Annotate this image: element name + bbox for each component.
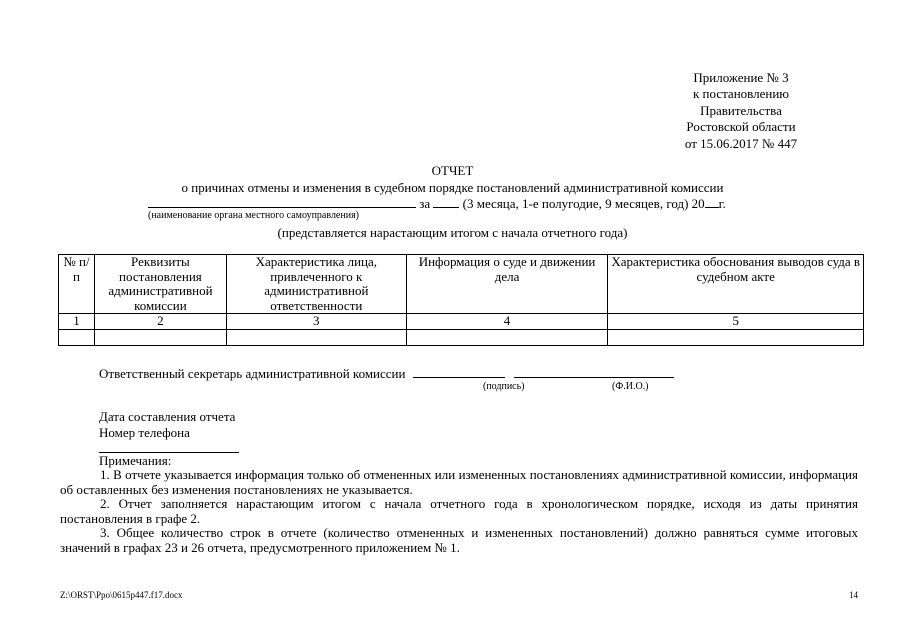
organ-hint: (наименование органа местного самоуправления) [148,210,360,221]
header-cell: Реквизиты постановления административной комиссии [94,255,226,314]
period-text: (3 месяца, 1-е полугодие, 9 месяцев, год) 20 [462,196,705,211]
file-path-footer: Z:\ORST\Ppo\0615p447.f17.docx [60,590,183,600]
page-number: 14 [849,590,858,600]
column-number: 2 [94,314,226,330]
table-header-row [59,255,864,314]
period-year-suffix: г. [718,196,726,211]
table-cell [608,329,864,345]
column-number: 4 [406,314,608,330]
period-za: за [419,196,431,211]
appendix-line-4: Ростовской области [686,119,796,135]
column-number: 5 [608,314,864,330]
note-item: 2. Отчет заполняется нарастающим итогом с начала отчетного года в хронологическом порядке, исходя из даты принятия постановления в графе 2. [60,496,858,526]
header-cell: Характеристика обоснования выводов суда в судебном акте [608,255,864,314]
header-cell: Характеристика лица, привлеченного к административной ответственности [226,255,406,314]
document-title: ОТЧЕТ [431,163,474,178]
appendix-line-5: от 15.06.2017 № 447 [684,135,798,151]
document-subtitle: о причинах отмены и изменения в судебном порядке постановлений административной комиссии [181,180,724,195]
period-blank-line [433,195,459,208]
signature-blank-line [413,366,505,378]
date-label: Дата составления отчета [99,409,236,424]
fio-hint: (Ф.И.О.) [612,381,649,392]
signature-row [99,366,674,382]
organ-blank-line [148,195,416,208]
fio-blank-line [514,366,674,378]
table-number-row [59,314,864,330]
year-blank-line [705,195,719,208]
header-cell: № п/п [59,255,95,314]
signature-label: Ответственный секретарь административной комиссии [99,366,406,381]
notes-heading: Примечания: [99,453,172,468]
column-number: 1 [59,314,95,330]
appendix-line-3: Правительства [700,102,782,118]
note-item: 1. В отчете указывается информация только об отмененных или измененных постановлениях административной комиссии, информация об оставленных без изменения постановлениях не указывается. [60,467,858,497]
table-cell [94,329,226,345]
column-number: 3 [226,314,406,330]
progressive-note: (представляется нарастающим итогом с начала отчетного года) [277,225,628,240]
table-cell [406,329,608,345]
table-row [59,329,864,345]
header-cell: Информация о суде и движении дела [406,255,608,314]
appendix-block [666,70,816,152]
table-cell [226,329,406,345]
note-item: 3. Общее количество строк в отчете (количество отмененных и измененных постановлений) должно равняться сумме итоговых значений в графах 23 и 26 отчета, предусмотренного приложением № 1. [60,525,858,555]
signature-hint: (подпись) [483,381,525,392]
phone-label: Номер телефона [99,425,190,440]
table-cell [59,329,95,345]
appendix-line-1: Приложение № 3 [693,70,789,85]
notes-list [60,468,858,556]
report-table [58,254,864,346]
appendix-line-2: к постановлению [692,86,790,102]
